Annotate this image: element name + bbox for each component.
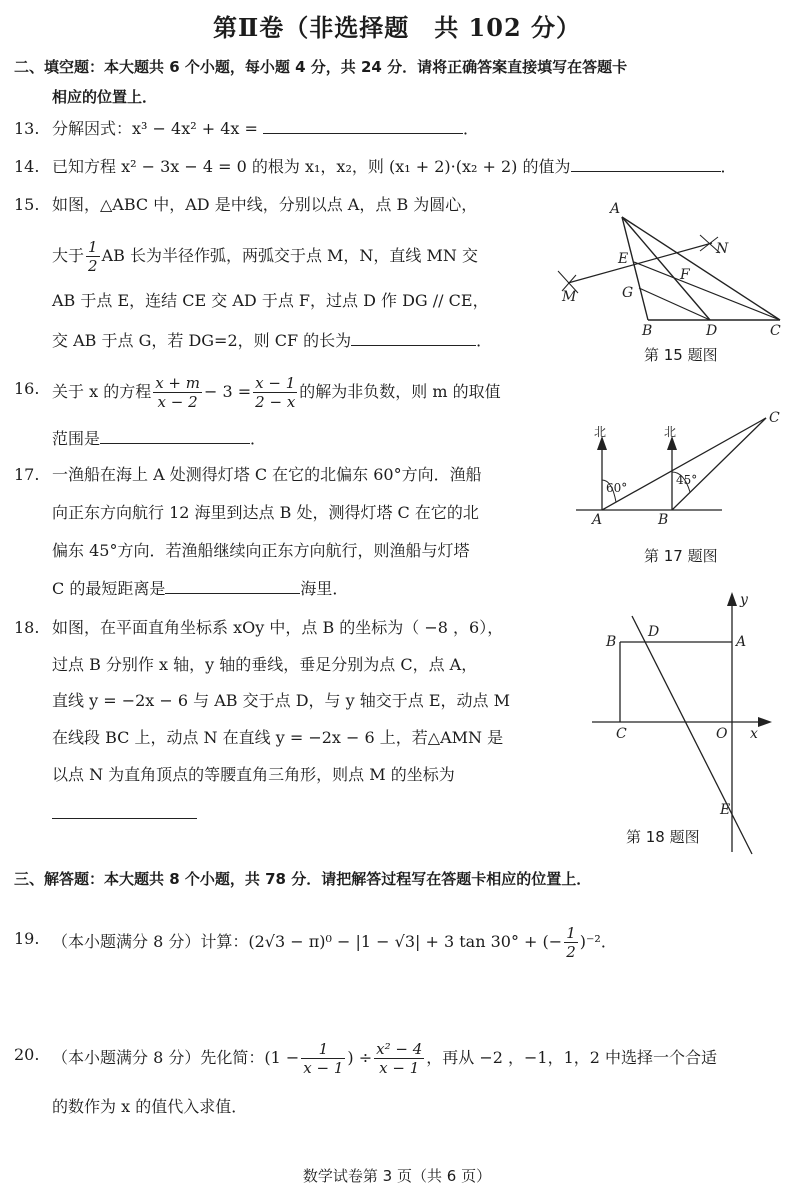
q16-line1 [52, 374, 501, 411]
q20-f1-num: 1 [301, 1040, 345, 1059]
q15-l2-prefix: 大于 [52, 246, 85, 265]
q18-line4: 在线段 BC 上，动点 N 在直线 y = −2x − 6 上，若△AMN 是 [52, 728, 504, 747]
q17-l4-stem: C 的最短距离是 [52, 579, 166, 598]
q19-expr-b: )⁻² [579, 932, 601, 951]
q13-stem: 分解因式：x³ − 4x² + 4x = [52, 119, 263, 138]
q16-mid: − 3 = [204, 382, 252, 401]
q17-answer-blank[interactable] [165, 575, 300, 594]
q20-f1-den: x − 1 [303, 1059, 344, 1077]
q18-label-C: C [616, 726, 627, 742]
q15-figure [550, 195, 790, 345]
q17-label-C: C [769, 410, 780, 426]
q17-caption: 第 17 题图 [644, 547, 718, 565]
part-title: 第Ⅱ卷（非选择题 共 102 分） [212, 13, 582, 42]
q17-line4 [52, 574, 348, 604]
q15-label-A: A [610, 201, 621, 217]
q18-label-x: x [750, 726, 758, 742]
q18-label-B: B [606, 634, 617, 650]
q14-answer-blank[interactable] [571, 153, 721, 172]
q18-line3: 直线 y = −2x − 6 与 AB 交于点 D，与 y 轴交于点 E，动点 M [52, 691, 511, 710]
q15-l2-rest: AB 长为半径作弧，两弧交于点 M，N，直线 MN 交 [101, 246, 478, 265]
q15-label-C: C [770, 323, 781, 339]
q13-answer-blank[interactable] [263, 115, 463, 134]
q20-line1 [52, 1040, 717, 1077]
q20-fraction1 [301, 1040, 345, 1077]
section2-heading-cont: 相应的位置上． [52, 88, 158, 106]
q16-f1-num: x + m [155, 374, 200, 392]
q15-label-E: E [618, 251, 629, 267]
q15-answer-blank[interactable] [351, 327, 476, 346]
q15-frac-num: 1 [88, 238, 98, 256]
q17-angle-45: 45° [676, 473, 698, 487]
q17-angle-60: 60° [606, 481, 628, 495]
q15-line1: 如图，△ABC 中，AD 是中线，分别以点 A，点 B 为圆心， [52, 195, 478, 214]
q17-north1-label: 北 [594, 425, 607, 439]
q20-fraction2 [374, 1040, 424, 1077]
q15-caption: 第 15 题图 [644, 346, 718, 364]
q15-line3: AB 于点 E，连结 CE 交 AD 于点 F，过点 D 作 DG // CE， [52, 291, 489, 310]
q20-e1: (1 − [264, 1048, 300, 1067]
q13-number: 13. [14, 119, 40, 138]
q13-text: 分解因式：x³ − 4x² + 4x = ． [52, 114, 479, 144]
q15-l4-stem: 交 AB 于点 G，若 DG=2，则 CF 的长为 [52, 331, 352, 350]
q14-text: 已知方程 x² − 3x − 4 = 0 的根为 x₁，x₂，则 (x₁ + 2)·(x₂ + 2) 的值为 ． [52, 152, 737, 182]
q19-line [52, 924, 617, 961]
q15-label-G: G [622, 285, 634, 301]
q17-label-B: B [658, 512, 669, 528]
q18-answer-blank[interactable] [52, 800, 197, 819]
q16-stem: 关于 x 的方程 [52, 382, 152, 401]
q18-figure [586, 586, 786, 856]
q18-number: 18. [14, 618, 40, 637]
page-footer: 数学试卷第 3 页（共 6 页） [302, 1167, 492, 1185]
q18-label-D: D [648, 624, 660, 640]
q16-f1-den: x − 2 [157, 393, 198, 411]
q18-label-A: A [736, 634, 747, 650]
q20-f2-den: x − 1 [379, 1059, 420, 1077]
q17-line3: 偏东 45°方向．若渔船继续向正东方向航行，则渔船与灯塔 [52, 541, 470, 560]
section3-heading: 三、解答题：本大题共 8 个小题，共 78 分．请把解答过程写在答题卡相应的位置上． [14, 870, 592, 888]
q17-label-A: A [592, 512, 603, 528]
q15-label-N: N [716, 241, 729, 257]
q16-line2: 范围是 ． [52, 424, 266, 454]
q19-frac-den: 2 [566, 943, 576, 961]
q15-fraction [86, 238, 100, 275]
q18-label-E: E [720, 802, 731, 818]
q19-expr-a: (2√3 − π)⁰ − |1 − √3| + 3 tan 30° + (− [248, 932, 563, 951]
q16-tail: 的解为非负数，则 m 的取值 [299, 382, 501, 401]
q18-caption: 第 18 题图 [626, 828, 700, 846]
q18-label-y: y [740, 592, 748, 608]
q16-fraction2 [253, 374, 297, 411]
q18-line2: 过点 B 分别作 x 轴，y 轴的垂线，垂足分别为点 C，点 A， [52, 655, 478, 674]
q15-label-D: D [706, 323, 718, 339]
q17-unit: 海里． [300, 579, 349, 598]
q19-number: 19. [14, 929, 40, 948]
q15-frac-den: 2 [88, 257, 98, 275]
q20-e3: ，再从 −2 ，−1，1，2 中选择一个合适 [426, 1048, 718, 1067]
q20-number: 20. [14, 1045, 40, 1064]
q20-line2: 的数作为 x 的值代入求值． [52, 1097, 248, 1116]
q15-label-F: F [680, 267, 690, 283]
q20-e2: ) ÷ [347, 1048, 373, 1067]
q17-line1: 一渔船在海上 A 处测得灯塔 C 在它的北偏东 60°方向．渔船 [52, 465, 482, 484]
q19-prefix: （本小题满分 8 分）计算： [52, 932, 249, 951]
q19-end: ． [600, 932, 617, 951]
q18-label-O: O [716, 726, 728, 742]
q15-line2 [52, 238, 478, 275]
q20-f2-num: x² − 4 [376, 1040, 423, 1058]
q16-number: 16. [14, 379, 40, 398]
q15-label-B: B [642, 323, 653, 339]
q19-frac-num: 1 [566, 924, 576, 942]
q20-prefix: （本小题满分 8 分）先化简： [52, 1048, 265, 1067]
q19-fraction [564, 924, 578, 961]
q16-answer-blank[interactable] [100, 425, 250, 444]
q17-line2: 向正东方向航行 12 海里到达点 B 处，测得灯塔 C 在它的北 [52, 503, 479, 522]
q17-figure [572, 408, 787, 538]
q16-fraction1 [153, 374, 202, 411]
q18-line1: 如图，在平面直角坐标系 xOy 中，点 B 的坐标为（ −8 ，6）， [52, 618, 504, 637]
q16-f2-den: 2 − x [255, 393, 296, 411]
q18-line5: 以点 N 为直角顶点的等腰直角三角形，则点 M 的坐标为 [52, 765, 455, 784]
q15-number: 15. [14, 195, 40, 214]
q15-line4: 交 AB 于点 G，若 DG=2，则 CF 的长为 ． [52, 326, 492, 356]
q17-north2-label: 北 [664, 425, 677, 439]
section2-heading: 二、填空题：本大题共 6 个小题，每小题 4 分，共 24 分．请将正确答案直接填写在答题卡 [14, 58, 628, 76]
q15-label-M: M [562, 289, 577, 305]
q14-number: 14. [14, 157, 40, 176]
q17-number: 17. [14, 465, 40, 484]
q16-f2-num: x − 1 [255, 374, 296, 392]
q16-l2-stem: 范围是 [52, 429, 101, 448]
q14-stem: 已知方程 x² − 3x − 4 = 0 的根为 x₁，x₂，则 (x₁ + 2)·(x₂ + 2) 的值为 [52, 157, 571, 176]
